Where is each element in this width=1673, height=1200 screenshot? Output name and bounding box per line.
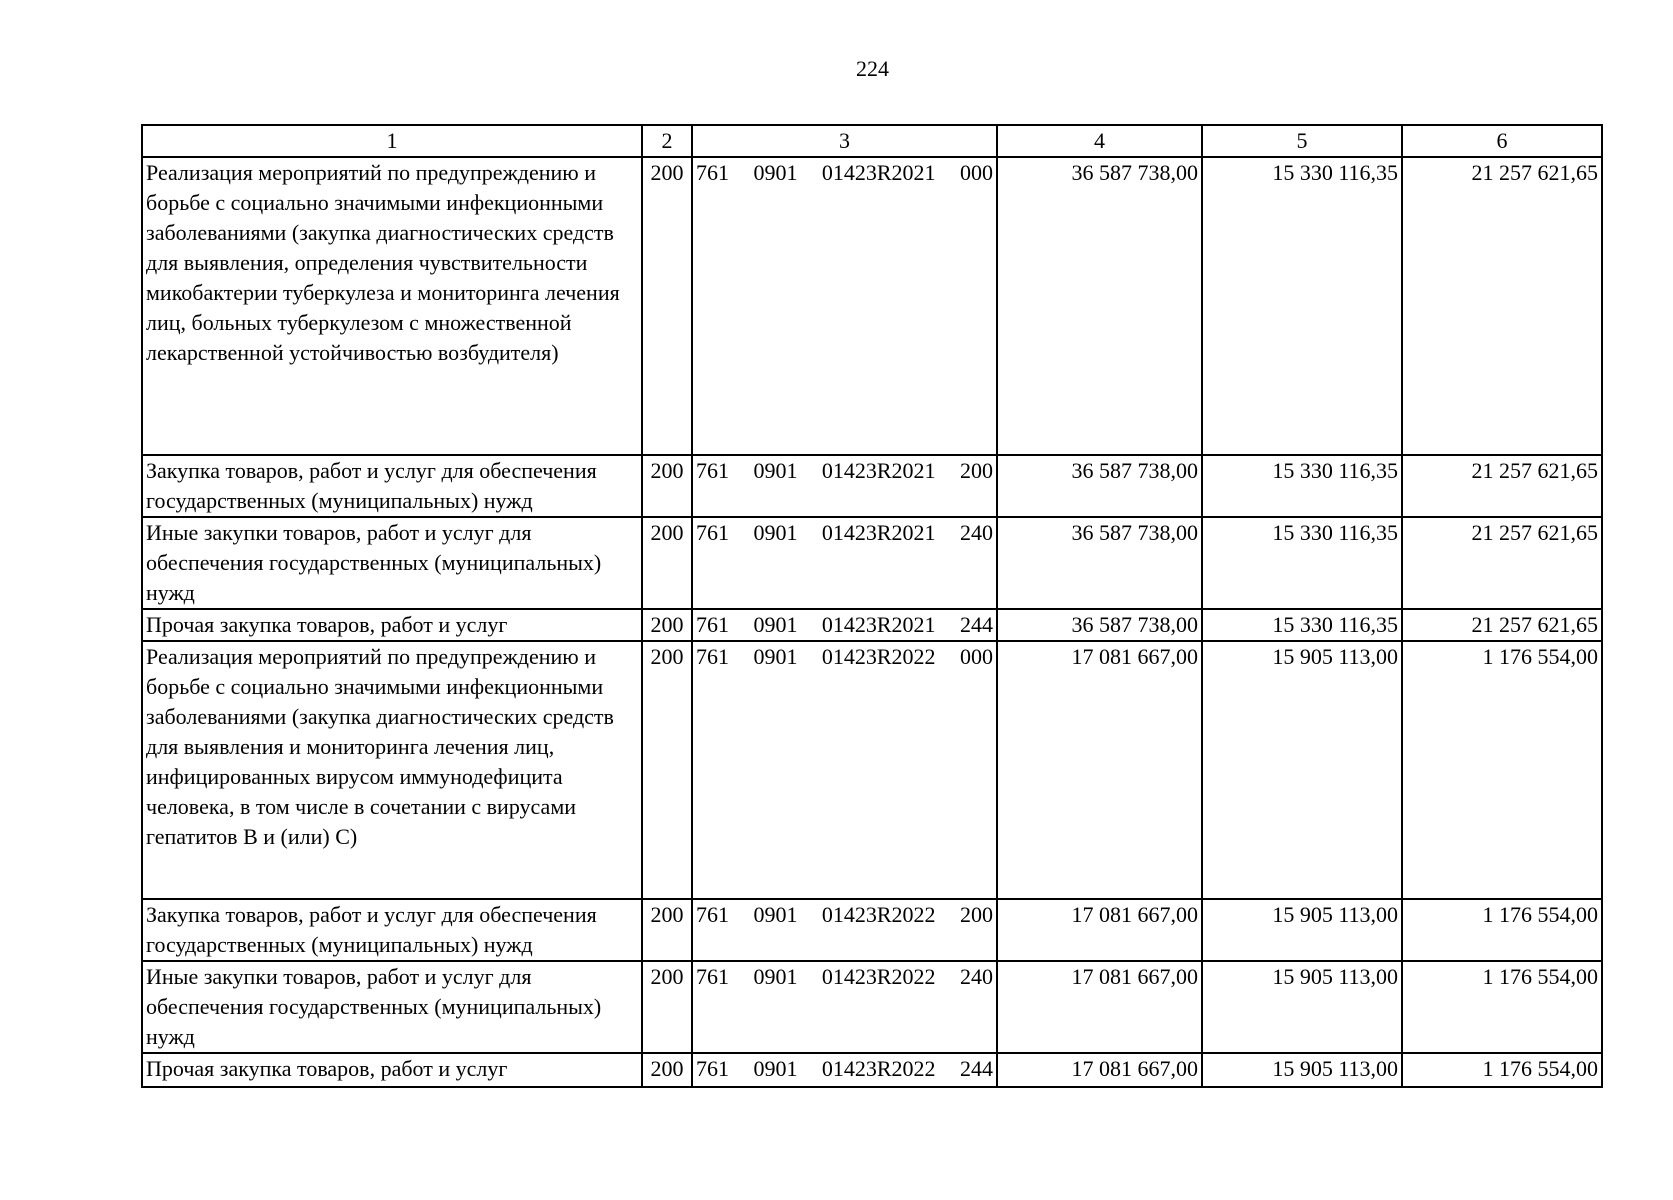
row-remaining-amount: 21 257 621,65 xyxy=(1402,157,1602,455)
row-expense-type-code: 200 xyxy=(960,902,993,927)
row-budget-code xyxy=(692,455,997,517)
column-header: 2 xyxy=(642,125,692,157)
row-code-group: 200 xyxy=(642,609,692,641)
table-row xyxy=(142,609,1602,641)
row-remaining-amount: 1 176 554,00 xyxy=(1402,1053,1602,1087)
row-executed-amount: 15 905 113,00 xyxy=(1202,961,1402,1053)
row-section-code: 0901 xyxy=(753,1056,798,1081)
row-target-code: 01423R2022 xyxy=(821,644,936,669)
row-budget-code xyxy=(692,609,997,641)
row-executed-amount: 15 905 113,00 xyxy=(1202,899,1402,961)
row-expense-type-code: 240 xyxy=(960,520,993,545)
row-expense-type-code: 200 xyxy=(960,458,993,483)
page-number: 224 xyxy=(856,56,889,81)
row-ministry-code: 761 xyxy=(696,160,729,185)
row-section-code: 0901 xyxy=(753,902,798,927)
row-approved-amount: 36 587 738,00 xyxy=(997,455,1202,517)
row-expense-type-code: 000 xyxy=(960,160,993,185)
row-description: Иные закупки товаров, работ и услуг для обеспечения государственных (муниципальных) нужд xyxy=(142,961,642,1053)
row-executed-amount: 15 330 116,35 xyxy=(1202,517,1402,609)
row-section-code: 0901 xyxy=(753,964,798,989)
row-code-group: 200 xyxy=(642,157,692,455)
row-target-code: 01423R2021 xyxy=(821,160,936,185)
row-ministry-code: 761 xyxy=(696,520,729,545)
row-expense-type-code: 244 xyxy=(960,612,993,637)
row-remaining-amount: 21 257 621,65 xyxy=(1402,455,1602,517)
row-expense-type-code: 240 xyxy=(960,964,993,989)
row-description: Реализация мероприятий по предупреждению и борьбе с социально значимыми инфекционными заболеваниями (закупка диагностических средств для выявления и мониторинга лечения лиц, инфицированных вирусом иммунодефицита человека, в том числе в сочетании с вирусами гепатитов B и (или) C) xyxy=(142,641,642,899)
table-row xyxy=(142,157,1602,455)
table-row xyxy=(142,1053,1602,1087)
row-expense-type-code: 000 xyxy=(960,644,993,669)
row-code-group: 200 xyxy=(642,517,692,609)
row-description: Прочая закупка товаров, работ и услуг xyxy=(142,1053,642,1087)
row-executed-amount: 15 330 116,35 xyxy=(1202,455,1402,517)
row-budget-code xyxy=(692,1053,997,1087)
row-remaining-amount: 1 176 554,00 xyxy=(1402,641,1602,899)
budget-table xyxy=(141,124,1603,1088)
row-approved-amount: 17 081 667,00 xyxy=(997,961,1202,1053)
table-row xyxy=(142,899,1602,961)
row-section-code: 0901 xyxy=(753,458,798,483)
row-approved-amount: 17 081 667,00 xyxy=(997,641,1202,899)
row-target-code: 01423R2021 xyxy=(821,520,936,545)
row-description: Закупка товаров, работ и услуг для обеспечения государственных (муниципальных) нужд xyxy=(142,455,642,517)
row-ministry-code: 761 xyxy=(696,612,729,637)
row-approved-amount: 36 587 738,00 xyxy=(997,517,1202,609)
row-ministry-code: 761 xyxy=(696,902,729,927)
row-code-group: 200 xyxy=(642,961,692,1053)
row-executed-amount: 15 905 113,00 xyxy=(1202,641,1402,899)
row-remaining-amount: 1 176 554,00 xyxy=(1402,961,1602,1053)
row-budget-code xyxy=(692,641,997,899)
row-code-group: 200 xyxy=(642,455,692,517)
row-approved-amount: 17 081 667,00 xyxy=(997,899,1202,961)
column-header: 5 xyxy=(1202,125,1402,157)
table-row xyxy=(142,641,1602,899)
column-header: 1 xyxy=(142,125,642,157)
row-budget-code xyxy=(692,157,997,455)
row-target-code: 01423R2022 xyxy=(821,964,936,989)
row-approved-amount: 36 587 738,00 xyxy=(997,609,1202,641)
row-description: Закупка товаров, работ и услуг для обеспечения государственных (муниципальных) нужд xyxy=(142,899,642,961)
row-expense-type-code: 244 xyxy=(960,1056,993,1081)
row-target-code: 01423R2022 xyxy=(821,1056,936,1081)
row-executed-amount: 15 905 113,00 xyxy=(1202,1053,1402,1087)
row-section-code: 0901 xyxy=(753,160,798,185)
row-description: Прочая закупка товаров, работ и услуг xyxy=(142,609,642,641)
row-ministry-code: 761 xyxy=(696,1056,729,1081)
row-ministry-code: 761 xyxy=(696,644,729,669)
column-header: 3 xyxy=(692,125,997,157)
column-header: 4 xyxy=(997,125,1202,157)
row-executed-amount: 15 330 116,35 xyxy=(1202,157,1402,455)
table-row xyxy=(142,961,1602,1053)
row-description: Реализация мероприятий по предупреждению и борьбе с социально значимыми инфекционными заболеваниями (закупка диагностических средств для выявления, определения чувствительности микобактерии туберкулеза и мониторинга лечения лиц, больных туберкулезом с множественной лекарственной устойчивостью возбудителя) xyxy=(142,157,642,455)
row-section-code: 0901 xyxy=(753,520,798,545)
row-budget-code xyxy=(692,899,997,961)
column-header: 6 xyxy=(1402,125,1602,157)
row-executed-amount: 15 330 116,35 xyxy=(1202,609,1402,641)
row-approved-amount: 17 081 667,00 xyxy=(997,1053,1202,1087)
row-section-code: 0901 xyxy=(753,612,798,637)
row-target-code: 01423R2021 xyxy=(821,612,936,637)
row-target-code: 01423R2022 xyxy=(821,902,936,927)
row-budget-code xyxy=(692,517,997,609)
table-row xyxy=(142,455,1602,517)
row-ministry-code: 761 xyxy=(696,458,729,483)
row-code-group: 200 xyxy=(642,641,692,899)
row-approved-amount: 36 587 738,00 xyxy=(997,157,1202,455)
table-header-row xyxy=(142,125,1602,157)
row-remaining-amount: 1 176 554,00 xyxy=(1402,899,1602,961)
row-code-group: 200 xyxy=(642,899,692,961)
row-target-code: 01423R2021 xyxy=(821,458,936,483)
row-code-group: 200 xyxy=(642,1053,692,1087)
row-remaining-amount: 21 257 621,65 xyxy=(1402,517,1602,609)
row-ministry-code: 761 xyxy=(696,964,729,989)
row-description: Иные закупки товаров, работ и услуг для обеспечения государственных (муниципальных) нужд xyxy=(142,517,642,609)
row-remaining-amount: 21 257 621,65 xyxy=(1402,609,1602,641)
row-budget-code xyxy=(692,961,997,1053)
row-section-code: 0901 xyxy=(753,644,798,669)
table-row xyxy=(142,517,1602,609)
